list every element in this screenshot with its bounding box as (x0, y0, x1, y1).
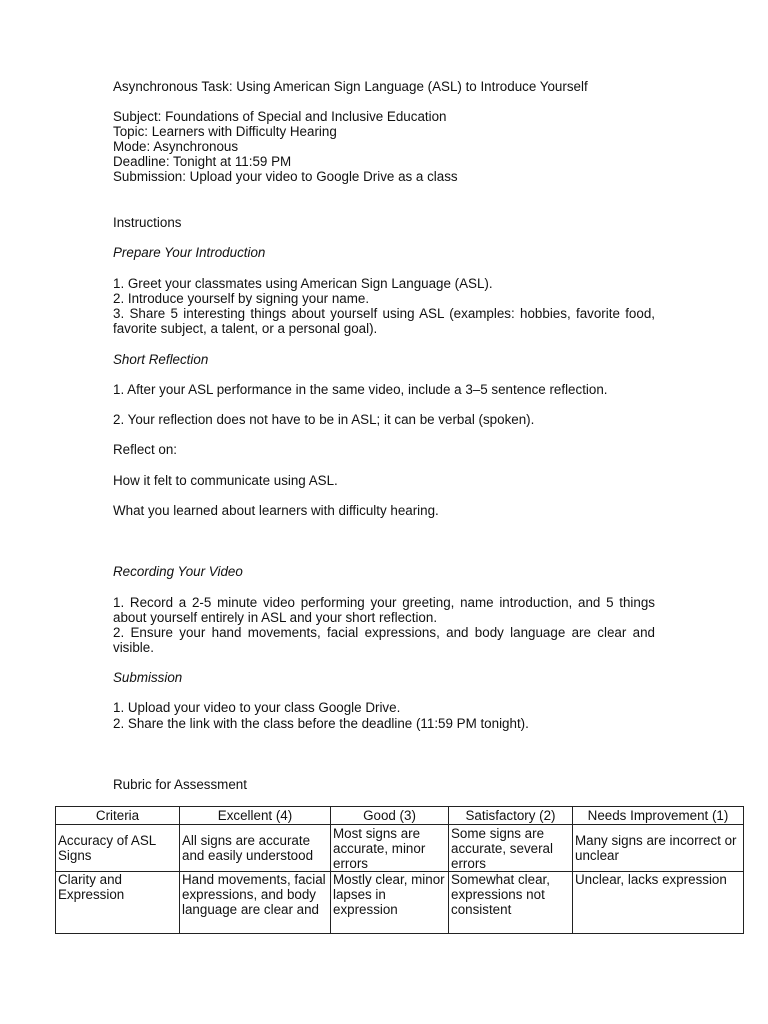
rubric-table (55, 806, 744, 934)
rubric-heading: Rubric for Assessment (113, 777, 247, 792)
rubric-cell: Most signs are accurate, minor errors (331, 825, 449, 872)
submission-item-2: 2. Share the link with the class before the deadline (11:59 PM tonight). (113, 716, 529, 731)
submission-heading: Submission (113, 670, 183, 685)
rubric-cell: Clarity and Expression (56, 872, 180, 934)
subject-line: Subject: Foundations of Special and Inclusive Education (113, 109, 447, 124)
reflect-on-label: Reflect on: (113, 442, 178, 457)
reflection-heading: Short Reflection (113, 352, 209, 367)
submission-line: Submission: Upload your video to Google Drive as a class (113, 169, 458, 184)
rubric-cell: Some signs are accurate, several errors (449, 825, 573, 872)
rubric-cell: Unclear, lacks expression (573, 872, 744, 934)
recording-item-2: 2. Ensure your hand movements, facial expressions, and body language are clear and visible. (113, 625, 655, 655)
deadline-line: Deadline: Tonight at 11:59 PM (113, 154, 292, 169)
reflect-point-1: How it felt to communicate using ASL. (113, 473, 338, 488)
reflection-item-1: 1. After your ASL performance in the same video, include a 3–5 sentence reflection. (113, 382, 608, 397)
table-row (56, 825, 744, 872)
prepare-item-1: 1. Greet your classmates using American Sign Language (ASL). (113, 276, 493, 291)
reflect-point-2: What you learned about learners with difficulty hearing. (113, 503, 439, 518)
rubric-header-excellent: Excellent (4) (180, 807, 331, 825)
rubric-header-row (56, 807, 744, 825)
prepare-item-3: 3. Share 5 interesting things about yourself using ASL (examples: hobbies, favorite food, favorite subject, a talent, or a personal goal). (113, 306, 655, 336)
rubric-cell: Accuracy of ASL Signs (56, 825, 180, 872)
rubric-cell: All signs are accurate and easily understood (180, 825, 331, 872)
rubric-header-criteria: Criteria (56, 807, 180, 825)
recording-item-1: 1. Record a 2-5 minute video performing your greeting, name introduction, and 5 things about yourself entirely in ASL and your short reflection. (113, 595, 655, 625)
document-title: Asynchronous Task: Using American Sign Language (ASL) to Introduce Yourself (113, 79, 588, 94)
table-row (56, 872, 744, 934)
submission-item-1: 1. Upload your video to your class Google Drive. (113, 700, 401, 715)
reflection-item-2: 2. Your reflection does not have to be in ASL; it can be verbal (spoken). (113, 412, 535, 427)
recording-heading: Recording Your Video (113, 564, 243, 579)
instructions-heading: Instructions (113, 215, 182, 230)
rubric-cell: Mostly clear, minor lapses in expression (331, 872, 449, 934)
rubric-header-needs-improvement: Needs Improvement (1) (573, 807, 744, 825)
mode-line: Mode: Asynchronous (113, 139, 239, 154)
rubric-cell: Hand movements, facial expressions, and body language are clear and (180, 872, 331, 934)
rubric-header-satisfactory: Satisfactory (2) (449, 807, 573, 825)
rubric-header-good: Good (3) (331, 807, 449, 825)
prepare-item-2: 2. Introduce yourself by signing your name. (113, 291, 370, 306)
rubric-cell: Many signs are incorrect or unclear (573, 825, 744, 872)
rubric-cell: Somewhat clear, expressions not consistent (449, 872, 573, 934)
prepare-heading: Prepare Your Introduction (113, 245, 266, 260)
topic-line: Topic: Learners with Difficulty Hearing (113, 124, 337, 139)
